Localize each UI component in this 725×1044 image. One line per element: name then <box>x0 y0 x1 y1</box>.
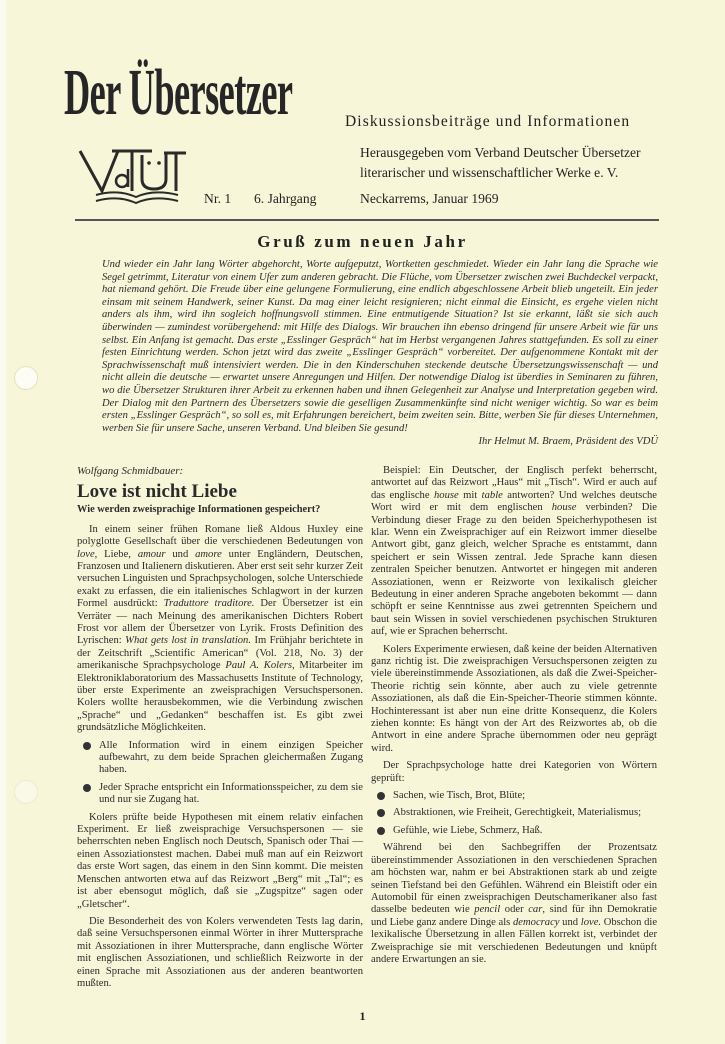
bullet-icon <box>83 784 91 792</box>
bullet-icon <box>377 809 385 817</box>
text-run: und <box>559 916 581 928</box>
article-title: Love ist nicht Liebe <box>77 481 237 503</box>
italic-text: amour <box>137 548 166 560</box>
text-run: In einem seiner frühen Romane ließ Aldous Huxley eine polyglotte Gesellschaft über die verschiedenen Bedeutungen von <box>77 523 363 548</box>
bullet-icon <box>377 827 385 835</box>
paragraph <box>371 644 657 756</box>
text-run: unter Engländern, Deutschen, Franzosen und Italienern diskutieren. Aber erst seit sehr kurzer Zeit versuchen Linguisten und Sprachpsychologen, solche Unterschiede exakt zu erfassen, die ein italienisches Schlagwort in der kurzen Formel ausdrückt: <box>77 548 363 610</box>
publisher-line: literarischer und wissenschaftlicher Werke e. V. <box>360 165 619 180</box>
bullet-icon <box>83 742 91 750</box>
italic-text: table <box>481 489 503 501</box>
paragraph <box>77 524 363 735</box>
place-date: Neckarrems, Januar 1969 <box>360 191 499 206</box>
article-author: Wolfgang Schmidbauer: <box>77 464 184 477</box>
bullet-item <box>77 782 363 807</box>
paragraph <box>371 842 657 966</box>
text-run: und <box>165 548 196 560</box>
editorial-signature: Ihr Helmut M. Braem, Präsident des VDÜ <box>478 436 658 448</box>
italic-text: Paul A. Kolers <box>225 660 293 672</box>
text-run: Gefühle, wie Liebe, Schmerz, Haß. <box>393 824 543 836</box>
bullet-item <box>77 740 363 777</box>
text-run: Jeder Sprache entspricht ein Informationsspeicher, zu dem sie und nur sie Zugang hat. <box>99 781 363 806</box>
text-run: Der Sprachpsychologe hatte drei Kategorien von Wörtern geprüft: <box>371 760 657 784</box>
text-run: Die Besonderheit des von Kolers verwendeten Tests lag darin, daß seine Versuchspersonen einmal Wörter in ihrer Muttersprache mit Assoziationen in ihrer Muttersprache, dann englische Wörter mit englischen Assoziationen, und schließlich Reizworte in der einen Sprache mit Assoziationen aus der anderen beantworten mußten. <box>77 915 363 989</box>
article-right-column <box>371 465 657 995</box>
bullet-icon <box>377 792 385 800</box>
bullet-item <box>371 790 657 802</box>
paragraph <box>371 465 657 639</box>
text-run: Abstraktionen, wie Freiheit, Gerechtigkeit, Materialismus; <box>393 807 642 819</box>
editorial-body: Und wieder ein Jahr lang Wörter abgehorcht, Worte aufgeputzt, Wortketten geschmiedet. Wieder ein Jahr lang die Sprache wie Segel getrimmt, Literatur von einem Ufer zum anderen gebracht. Die Flüche, vom Übersetzer zwischen zwei Buchdeckel verpackt, hat niemand gehört. Die Freude über eine gelungene Formulierung, eine endlich abgeschlossene Arbeit blieb ungeteilt. Ein jeder einsam mit seinem Handwerk, seiner Kunst. Da mag einer leicht resignieren; nicht einmal die Einsicht, es ergehe vielen nicht anders als ihm, wird ihn sogleich hoffnungsvoll stimmen. Eine entmutigende Situation? Ist sie erkannt, läßt sie sich auch überwinden — zumindest vorübergehend: mit Hilfe des Dialogs. Wir brauchen ihn ebenso dringend für unsere Arbeit wie für uns selbst. Ein Anfang ist gemacht. Das erste „Esslinger Gespräch“ hat im Herbst vergangenen Jahres stattgefunden. Es soll zu einer festen Einrichtung werden. Schon jetzt wird das zweite „Esslinger Gespräch“ vorbereitet. Der aufgenommene Kontakt mit der Sprachwissenschaft muß intensiviert werden. Die in den Kinderschuhen steckende deutsche Übersetzungswissenschaft — und nicht allein die deutsche — erwartet unsere Anregungen und Hilfen. Der notwendige Dialog ist überdies in Seminaren zu führen, wo die Übersetzer Strukturen ihrer Arbeit zu erkennen haben und ihnen Gelegenheit zur Analyse und Interpretation gegeben wird. Der Dialog mit den Partnern des Übersetzers sowie die geselligen Zusammenkünfte sind nicht weniger wichtig. So war es beim ersten „Esslinger Gespräch“, so soll es, mit Erfahrungen bereichert, beim zweiten sein. Bitte, werben Sie für dieses Unternehmen, werben Sie für unsere Sache, unseren Verband. Und bleiben Sie gesund! <box>102 259 658 434</box>
article-body-right <box>371 465 657 966</box>
text-run: Kolers Experimente erwiesen, daß keine der beiden Alternativen ganz richtig ist. Die zweisprachigen Versuchspersonen zeigten zu viele übereinstimmende Assoziationen, als daß die Zwei-Speicher-Theorie richtig sein könnte, aber auch zu viele getrennte Assoziationen, als daß die Ein-Speicher-Theorie stimmen könnte. Hochinteressant ist aber nun eine dritte Konsequenz, die Kolers ziehen konnte: Es hängt von der Art des Reizwortes ab, ob die Antwort in eine andere Sprache übernommen oder neu geprägt wird. <box>371 643 657 754</box>
text-run: , Mitarbeiter im Elektroniklaboratorium des Massachusetts Institute of Technology, über erste Experimente an zweisprachigen Versuchspersonen. Kolers wollte herausbekommen, wie die Verbindung zwischen „Sprache“ und „Gedanken“ beschaffen ist. Es gibt zwei grundsätzliche Möglichkeiten. <box>77 660 363 734</box>
article-columns <box>77 465 657 995</box>
volume: 6. Jahrgang <box>254 191 317 206</box>
text-run: Sachen, wie Tisch, Brot, Blüte; <box>393 790 526 802</box>
text-run: Im Frühjahr berichtete in der Zeitschrift „Scientific American“ (Vol. 218, No. 3) der amerikanische Sprachpsychologe <box>77 635 363 672</box>
masthead-subtitle: Diskussionsbeiträge und Informationen <box>345 113 631 130</box>
text-run: Der Übersetzer ist ein Verräter — nach Meinung des amerikanischen Dichters Robert Frost vor allem der Übersetzer von Lyrik. Frosts Definition des Lyrischen: <box>77 598 363 647</box>
text-run: Obschon die lexikalische Übersetzung in allen Fällen korrekt ist, verbindet der Zweisprachige sie mit verschiedenen Bedeutungen und knüpft andere Erwartungen an sie. <box>371 916 658 965</box>
italic-text: house <box>433 489 459 501</box>
editorial-headline: Gruß zum neuen Jahr <box>257 232 468 251</box>
italic-text: amore <box>195 548 222 560</box>
paragraph <box>77 812 363 911</box>
article-body-left <box>77 524 363 991</box>
page-number: 1 <box>359 1009 366 1024</box>
text-run: , sind für ihn Demokratie und Liebe ganz andere Dinge als <box>371 904 658 928</box>
italic-text: pencil <box>474 904 501 916</box>
italic-text: love. <box>580 916 602 928</box>
article-left-column <box>77 465 363 995</box>
italic-text: Traduttore traditore. <box>163 598 255 610</box>
text-run: , Liebe, <box>94 548 138 560</box>
text-run: Kolers prüfte beide Hypothesen mit einem relativ einfachen Experiment. Er ließ zweisprachige Versuchspersonen — sie beherrschten neben Englisch noch Deutsch, Spanisch oder Thai — einen Assoziationstest machen. Dabei muß man auf ein Reizwort das erste Wort sagen, das einem in den Sinn kommt. Die meisten Menschen antworten etwa auf das Reizwort „Berg“ mit „Tal“; es ist aber ebensogut möglich, daß sie „Zugspitze“ sagen oder „Gletscher“. <box>77 811 363 910</box>
text-run: Während bei den Sachbegriffen der Prozentsatz übereinstimmender Assoziationen in den verschiedenen Sprachen am höchsten war, nahm er bei Abstraktionen stark ab und zeigte seinen Tiefstand bei den Gefühlen. Während ein Bleistift oder ein Automobil für einen zweisprachigen Deutschamerikaner also fast dasselbe bedeuten wie <box>371 842 657 916</box>
text-run: mit <box>458 489 482 501</box>
text-run: verbinden? Die Verbindung dieser Frage zu den beiden Speicherhypothesen ist klar. Wenn ein Zweisprachiger auf ein Reizwort immer dieselbe Antwort gibt, ganz gleich, welcher Sprache es entstammt, dann speichert er sein Wissen zentral. Jede Sprache kann diesen zentralen Speicher benutzen. Antwortet er hingegen mit anderen Assoziationen, wenn er Reizworte von lexikalisch gleicher Bedeutung in einer anderen Sprache angeboten bekommt — dann schöpft er seine Kenntnisse aus zwei getrennten Speichern und baut sein Wissen in soviel verschiedenen psychischen Strukturen auf, wie er Sprachen beherrscht. <box>371 502 657 638</box>
issue-number: Nr. 1 <box>204 191 232 206</box>
italic-text: democracy <box>513 916 560 928</box>
italic-text: What gets lost in translation. <box>125 635 252 647</box>
editorial-text <box>102 259 658 449</box>
italic-text: car <box>528 904 543 916</box>
publisher-line: Herausgegeben vom Verband Deutscher Übersetzer <box>360 145 641 160</box>
text-run: antworten? Und welches deutsche Wort wird er mit dem englischen <box>371 489 657 514</box>
text-run: Alle Information wird in einem einzigen Speicher aufbewahrt, zu dem beide Sprachen gleichermaßen Zugang haben. <box>99 739 363 776</box>
bullet-item <box>371 807 657 819</box>
bullet-item <box>371 825 657 837</box>
masthead-title: Der Übersetzer <box>64 56 293 129</box>
italic-text: house <box>551 502 577 514</box>
paragraph <box>77 916 363 990</box>
text-run: oder <box>500 904 529 916</box>
text-run: Beispiel: Ein Deutscher, der Englisch perfekt beherrscht, antwortet auf das Reizwort „Haus“ mit „Tisch“. Wird er auch auf das englische <box>371 464 657 501</box>
italic-text: love <box>77 548 95 560</box>
article-subtitle: Wie werden zweisprachige Informationen gespeichert? <box>77 504 321 516</box>
paragraph <box>371 760 657 785</box>
